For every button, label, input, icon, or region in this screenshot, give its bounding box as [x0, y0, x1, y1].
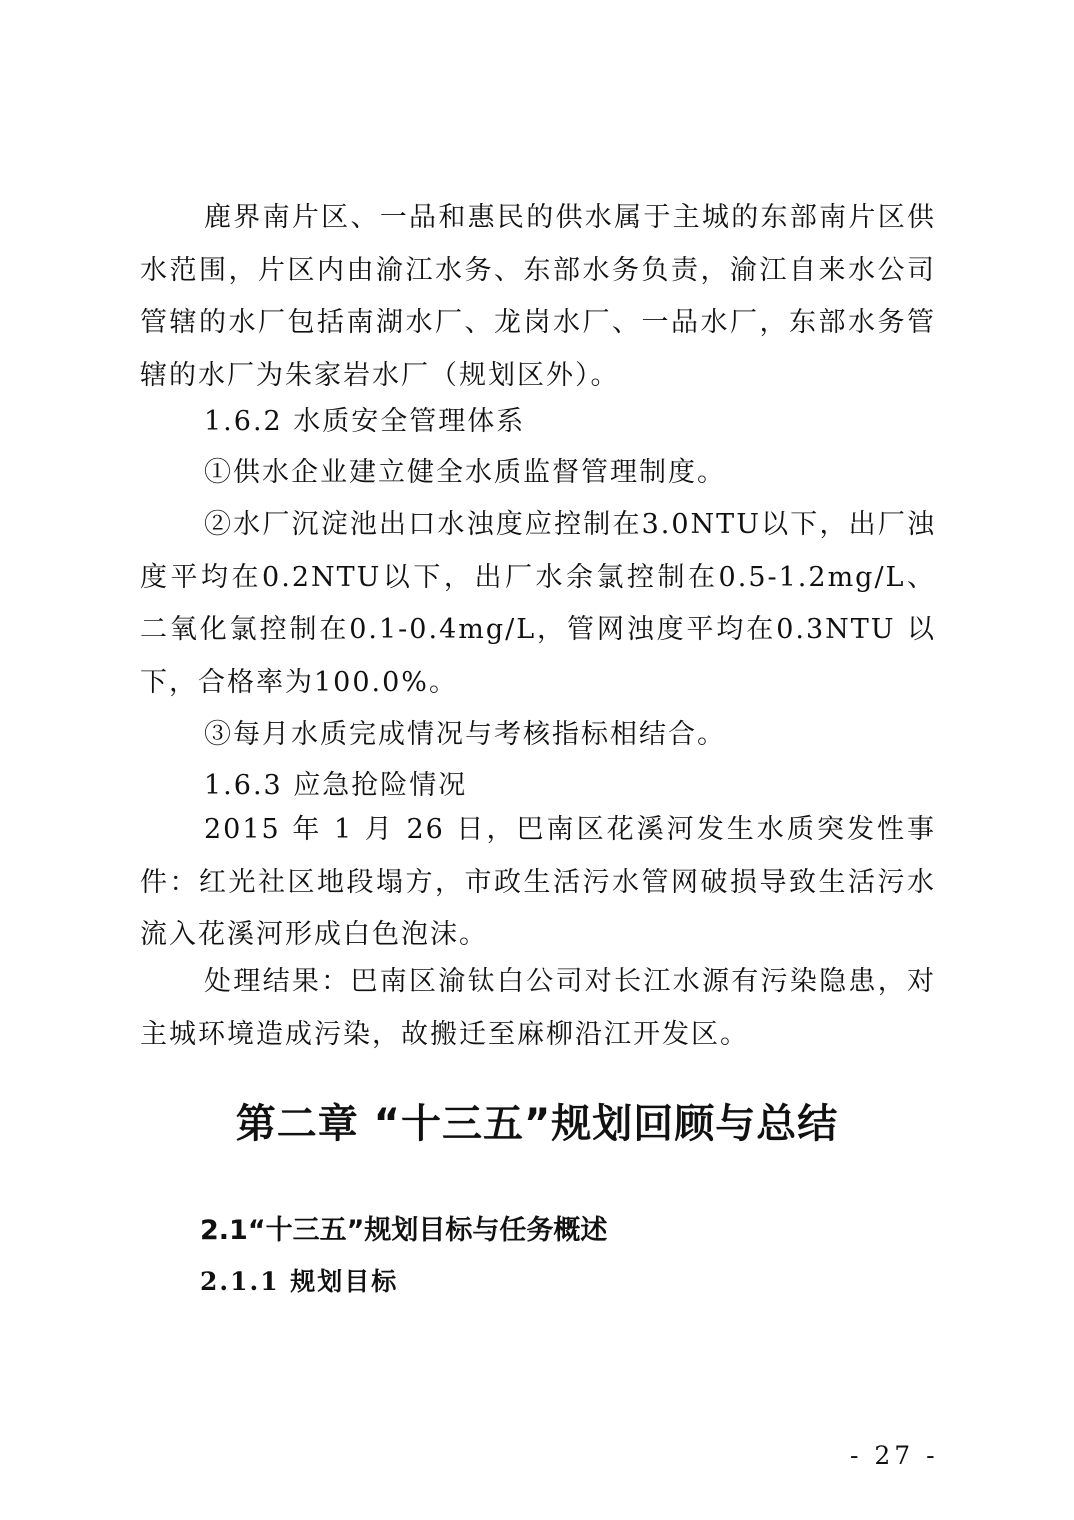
section-heading-2-1: 2.1“十三五”规划目标与任务概述 — [200, 1215, 608, 1246]
page-number: - 27 - — [850, 1441, 939, 1470]
section-heading-2-1-1: 2.1.1 规划目标 — [200, 1267, 399, 1296]
section-heading-1-6-2: 1.6.2 水质安全管理体系 — [204, 406, 526, 437]
section-heading-1-6-3: 1.6.3 应急抢险情况 — [204, 770, 468, 801]
chapter-title: 第二章 “十三五”规划回顾与总结 — [235, 1101, 839, 1147]
paragraph-result: 处理结果：巴南区渝钛白公司对长江水源有污染隐患，对主城环境造成污染，故搬迁至麻柳沿江开发区。 — [140, 966, 936, 1050]
list-item-2: ②水厂沉淀池出口水浊度应控制在3.0NTU以下，出厂浊度平均在0.2NTU以下，出厂水余氯控制在0.5-1.2mg/L、二氧化氯控制在0.1-0.4mg/L，管网浊度平均在0.3NTU 以下，合格率为100.0%。 — [140, 509, 936, 698]
list-item-3: ③每月水质完成情况与考核指标相结合。 — [204, 719, 726, 750]
paragraph-supply-scope: 鹿界南片区、一品和惠民的供水属于主城的东部南片区供水范围，片区内由渝江水务、东部水务负责，渝江自来水公司管辖的水厂包括南湖水厂、龙岗水厂、一品水厂，东部水务管辖的水厂为朱家岩水厂（规划区外）。 — [140, 202, 936, 391]
paragraph-incident: 2015 年 1 月 26 日，巴南区花溪河发生水质突发性事件：红光社区地段塌方，市政生活污水管网破损导致生活污水流入花溪河形成白色泡沫。 — [140, 814, 936, 950]
list-item-1: ①供水企业建立健全水质监督管理制度。 — [204, 457, 726, 488]
